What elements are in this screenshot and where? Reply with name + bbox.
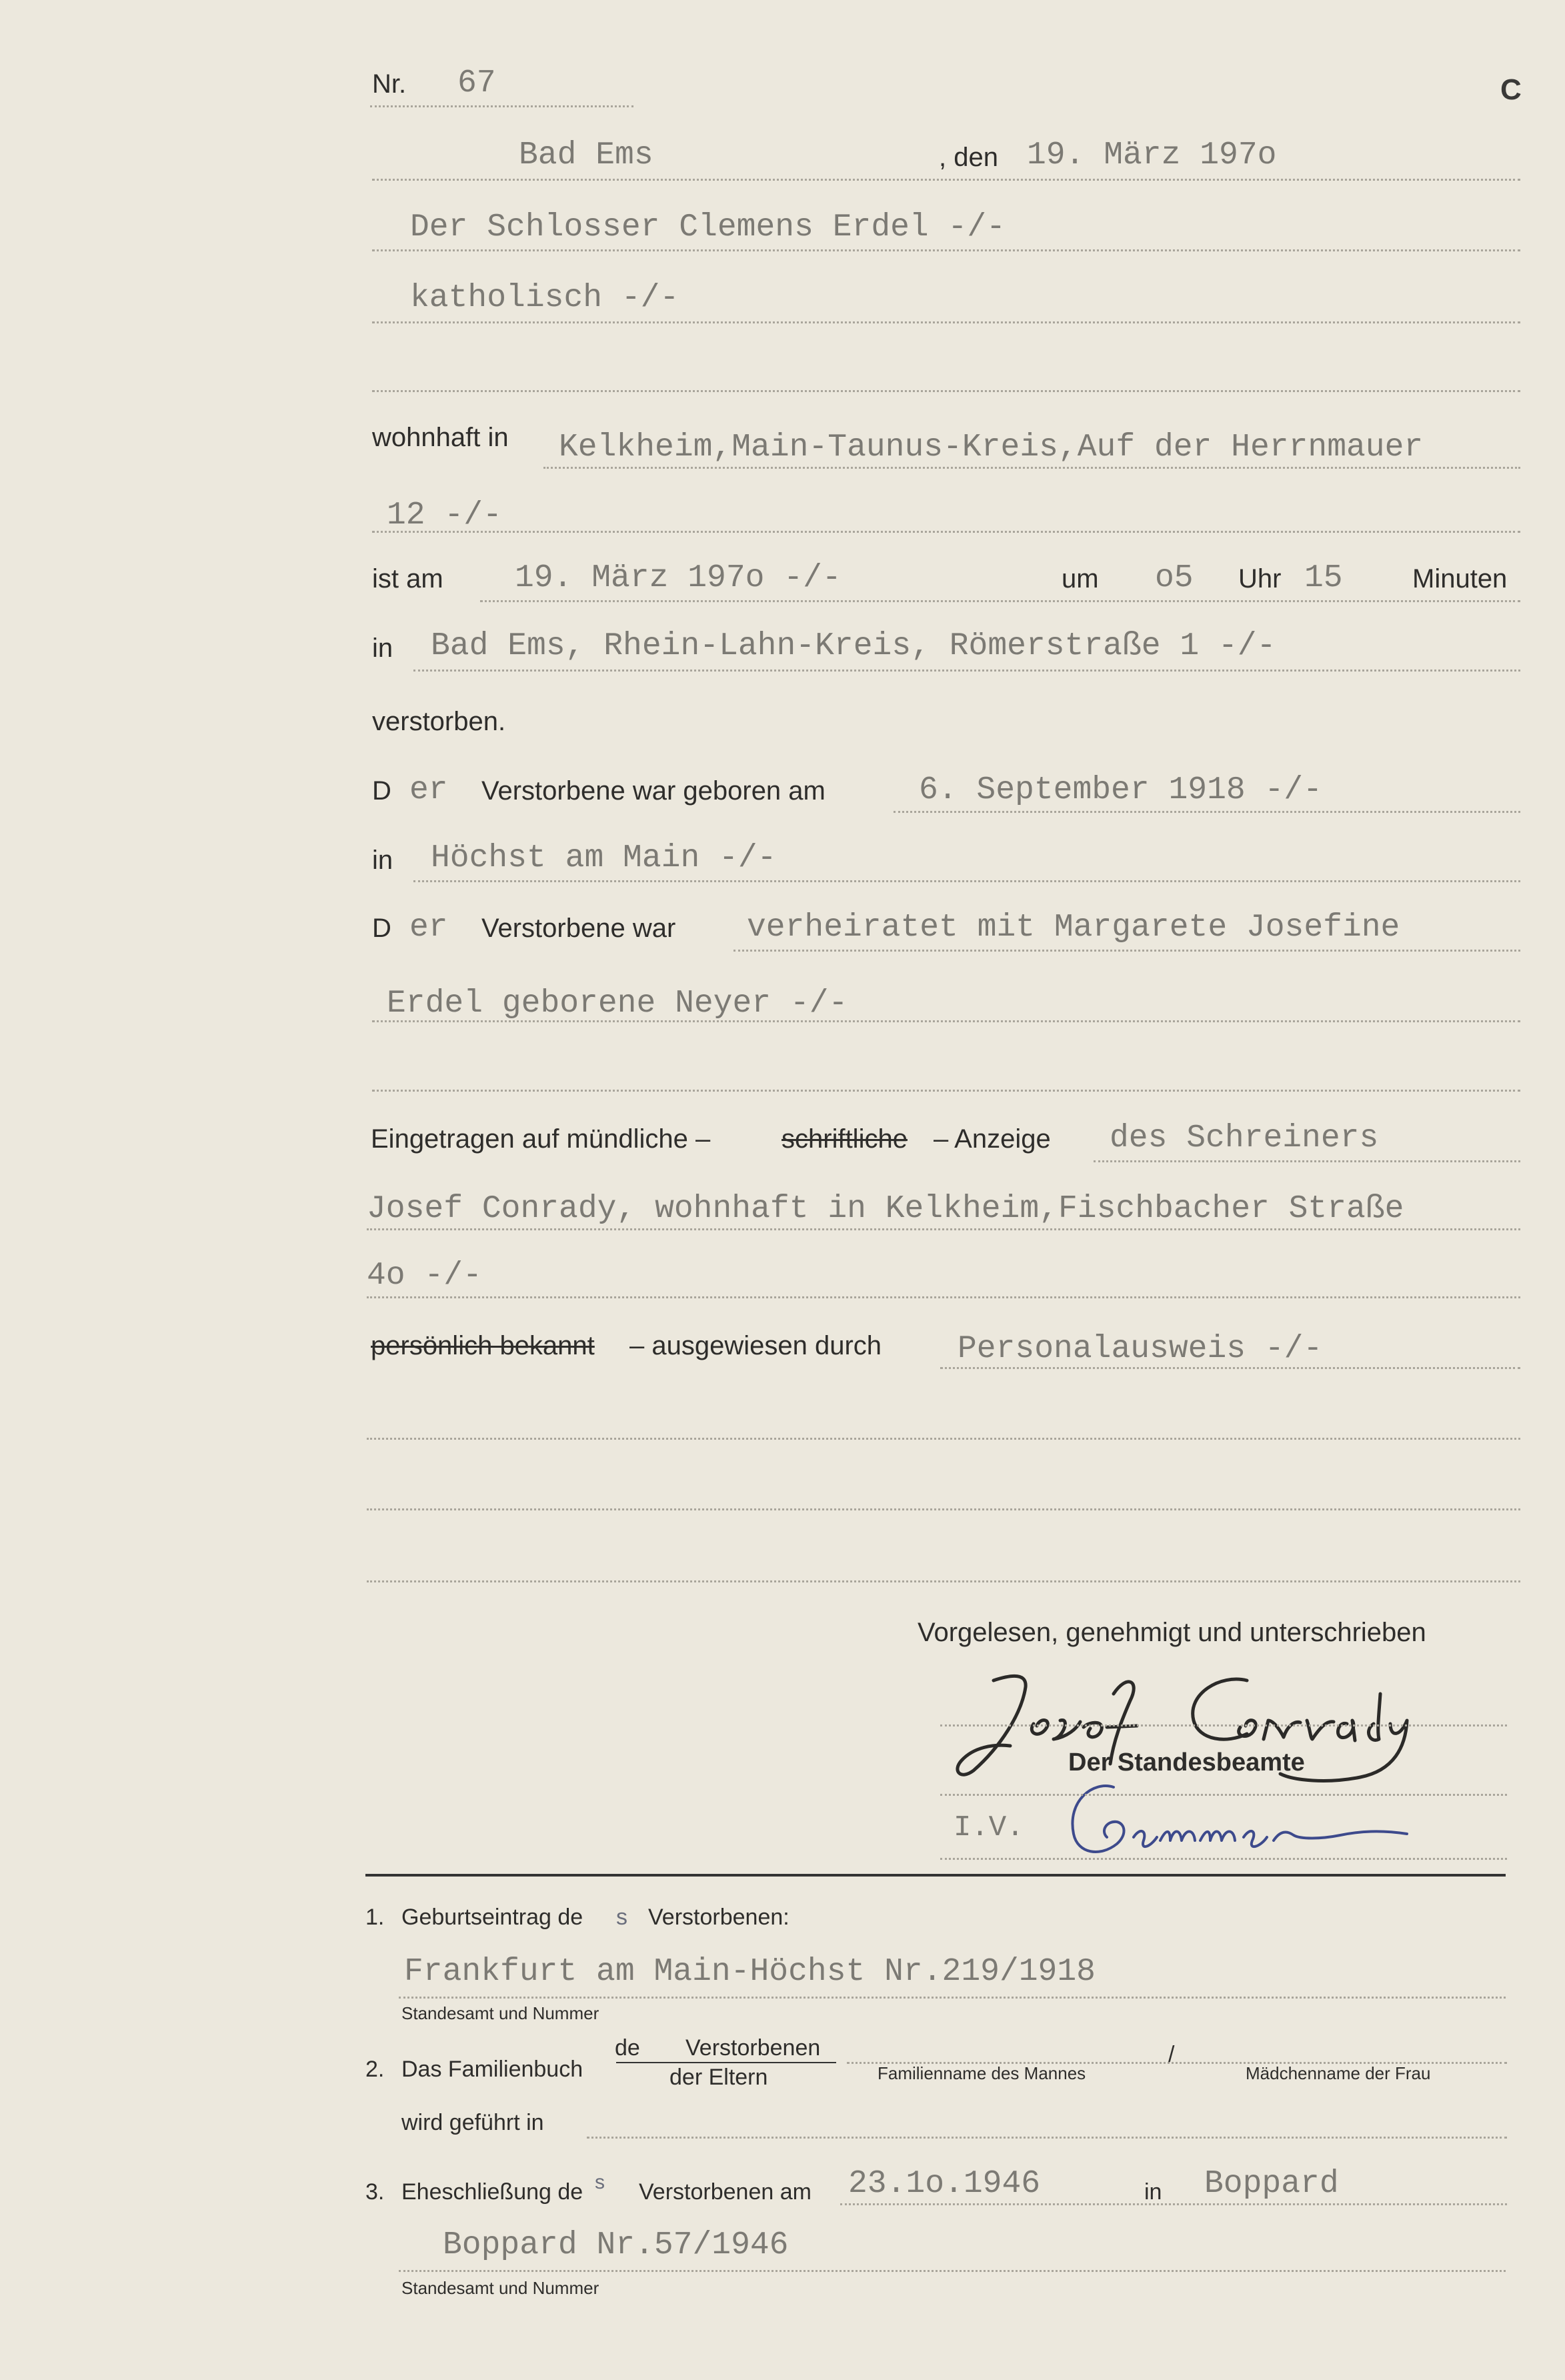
line-report-2 bbox=[367, 1228, 1520, 1230]
line-religion bbox=[372, 321, 1520, 323]
note2-caption-wife: Mädchenname der Frau bbox=[1246, 2063, 1431, 2083]
line-status-2 bbox=[372, 1020, 1520, 1022]
note2-de: de bbox=[615, 2035, 640, 2061]
line-blank-3 bbox=[367, 1438, 1520, 1440]
line-death-place bbox=[413, 670, 1520, 672]
line-blank-5 bbox=[367, 1580, 1520, 1582]
nr-underline bbox=[370, 105, 633, 107]
born-prefix-d: D bbox=[372, 776, 391, 806]
report-label-end: – Anzeige bbox=[934, 1124, 1051, 1154]
note1-label-a: Geburtseintrag de bbox=[401, 1905, 583, 1930]
residence-line2: 12 -/- bbox=[387, 497, 502, 533]
line-blank-4 bbox=[367, 1508, 1520, 1510]
line-place bbox=[372, 179, 1520, 181]
note1-value: Frankfurt am Main-Höchst Nr.219/1918 bbox=[404, 1954, 1096, 1990]
birth-date: 6. September 1918 -/- bbox=[919, 772, 1322, 808]
line-death-date bbox=[480, 600, 1520, 602]
line-person bbox=[372, 249, 1520, 251]
note3-date: 23.1o.1946 bbox=[848, 2166, 1041, 2202]
line-residence-2 bbox=[372, 531, 1520, 533]
nr-value: 67 bbox=[457, 65, 496, 101]
line-note2-wird bbox=[587, 2137, 1507, 2139]
note3-value: Boppard Nr.57/1946 bbox=[443, 2227, 789, 2263]
line-signature-2 bbox=[940, 1794, 1507, 1796]
registry-place: Bad Ems bbox=[519, 137, 653, 173]
line-note3-date bbox=[840, 2203, 1507, 2205]
death-place: Bad Ems, Rhein-Lahn-Kreis, Römerstraße 1 -/- bbox=[431, 628, 1276, 664]
official-title: Der Standesbeamte bbox=[1068, 1748, 1305, 1776]
note1-label-b: Verstorbenen: bbox=[648, 1905, 790, 1930]
iv-label: I.V. bbox=[954, 1811, 1024, 1845]
note3-caption: Standesamt und Nummer bbox=[401, 2278, 599, 2298]
official-signature bbox=[1054, 1774, 1427, 1867]
note2-verstorbenen: Verstorbenen bbox=[685, 2035, 821, 2061]
note2-wird: wird geführt in bbox=[401, 2110, 544, 2135]
note2-number: 2. bbox=[365, 2057, 385, 2082]
line-signature-1 bbox=[940, 1724, 1507, 1726]
note3-in: in bbox=[1144, 2179, 1162, 2205]
line-blank-2 bbox=[372, 1090, 1520, 1092]
note3-place: Boppard bbox=[1204, 2166, 1339, 2202]
verstorben-label: verstorben. bbox=[372, 707, 506, 736]
birth-in-label: in bbox=[372, 846, 393, 875]
id-label: – ausgewiesen durch bbox=[629, 1331, 882, 1360]
uhr-label: Uhr bbox=[1238, 564, 1282, 593]
report-line1: des Schreiners bbox=[1110, 1120, 1379, 1156]
line-residence-1 bbox=[543, 467, 1520, 469]
death-hour: o5 bbox=[1155, 560, 1194, 596]
line-status-1 bbox=[733, 950, 1520, 952]
minuten-label: Minuten bbox=[1412, 564, 1508, 593]
religion: katholisch -/- bbox=[410, 280, 679, 316]
report-label-struck: schriftliche bbox=[781, 1124, 908, 1154]
note3-label-a: Eheschließung de bbox=[401, 2179, 583, 2205]
id-struck: persönlich bekannt bbox=[371, 1331, 595, 1360]
line-blank-1 bbox=[372, 390, 1520, 392]
section-divider bbox=[365, 1874, 1506, 1877]
report-line2: Josef Conrady, wohnhaft in Kelkheim,Fischbacher Straße bbox=[367, 1191, 1404, 1227]
line-report-3 bbox=[367, 1296, 1520, 1298]
id-value: Personalausweis -/- bbox=[958, 1331, 1323, 1367]
status-line2: Erdel geborene Neyer -/- bbox=[387, 986, 848, 1022]
line-birth-place bbox=[413, 880, 1520, 882]
death-in-label: in bbox=[372, 634, 393, 663]
death-minutes: 15 bbox=[1304, 560, 1343, 596]
line-report-1 bbox=[1094, 1160, 1520, 1162]
line-note3 bbox=[399, 2270, 1506, 2272]
note2-fraction-line bbox=[616, 2062, 836, 2063]
read-approved-label: Vorgelesen, genehmigt und unterschrieben bbox=[918, 1618, 1426, 1647]
line-signature-3 bbox=[940, 1858, 1507, 1860]
nr-label: Nr. bbox=[372, 69, 407, 99]
note3-label-s: s bbox=[595, 2171, 605, 2193]
status-label: Verstorbene war bbox=[481, 914, 676, 943]
note3-label-b: Verstorbenen am bbox=[639, 2179, 812, 2205]
death-date: 19. März 197o -/- bbox=[515, 560, 842, 596]
status-line1: verheiratet mit Margarete Josefine bbox=[747, 910, 1400, 946]
note2-label: Das Familienbuch bbox=[401, 2057, 583, 2082]
born-label: Verstorbene war geboren am bbox=[481, 776, 826, 806]
report-label-start: Eingetragen auf mündliche – bbox=[371, 1124, 711, 1154]
note1-number: 1. bbox=[365, 1905, 385, 1930]
um-label: um bbox=[1062, 564, 1099, 593]
note2-slash: / bbox=[1168, 2042, 1175, 2067]
report-line3: 4o -/- bbox=[367, 1258, 482, 1294]
birth-place: Höchst am Main -/- bbox=[431, 840, 777, 876]
residence-line1: Kelkheim,Main-Taunus-Kreis,Auf der Herrnmauer bbox=[559, 429, 1424, 465]
line-id bbox=[940, 1367, 1520, 1369]
status-prefix-er: er bbox=[409, 910, 448, 946]
status-prefix-d: D bbox=[372, 914, 391, 943]
ist-am-label: ist am bbox=[372, 564, 443, 593]
note3-number: 3. bbox=[365, 2179, 385, 2205]
note1-label-s: s bbox=[616, 1905, 627, 1930]
born-prefix-er: er bbox=[409, 772, 448, 808]
corner-letter: C bbox=[1500, 73, 1522, 106]
line-birth-date bbox=[894, 811, 1520, 813]
person-name: Der Schlosser Clemens Erdel -/- bbox=[410, 209, 1006, 245]
den-label: , den bbox=[939, 143, 998, 172]
note2-eltern: der Eltern bbox=[669, 2065, 768, 2090]
residence-label: wohnhaft in bbox=[372, 423, 509, 452]
line-note1 bbox=[399, 1997, 1506, 1999]
note1-caption: Standesamt und Nummer bbox=[401, 2003, 599, 2023]
note2-caption-husband: Familienname des Mannes bbox=[878, 2063, 1086, 2083]
registry-date: 19. März 197o bbox=[1027, 137, 1277, 173]
